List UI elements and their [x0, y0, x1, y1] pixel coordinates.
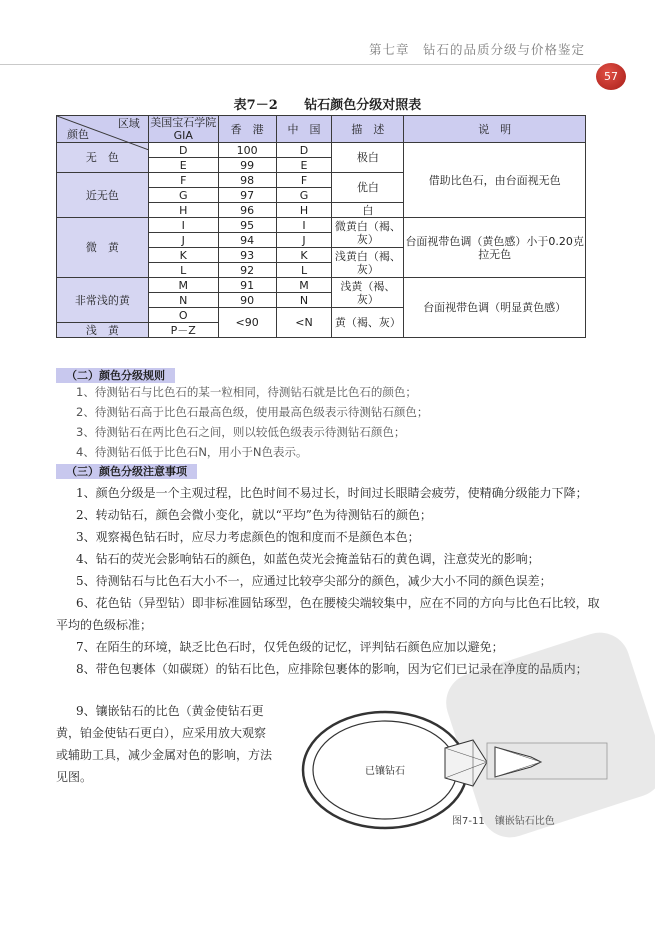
cell-hk: 96: [218, 203, 276, 218]
cell-hk: 93: [218, 248, 276, 263]
set-diamond: [445, 740, 487, 786]
group-label: 非常浅的黄: [57, 278, 149, 323]
rules-list: [56, 382, 608, 462]
list-item: 8、带色包裹体（如碳斑）的钻石比色，应排除包裹体的影响，因为它们已记录在净度的品质内；: [76, 662, 588, 676]
cell-hk: 99: [218, 158, 276, 173]
header-note: 说 明: [404, 116, 586, 143]
list-item: 6、花色钻（异型钻）即非标准圆钻琢型，色在腰棱尖端较集中，应在不同的方向与比色石比较，取平均的色级标准；: [56, 596, 600, 632]
list-item: 4、待测钻石低于比色石N，用小于N色表示。: [76, 445, 308, 459]
cell-hk: 90: [218, 293, 276, 308]
ring-label: 已镶钻石: [365, 766, 405, 777]
header-cn: 中 国: [276, 116, 332, 143]
section-title-rules: （二）颜色分级规则: [56, 368, 175, 383]
table-number: 表7－2: [233, 98, 278, 113]
cell-cn: J: [276, 233, 332, 248]
cell-note: 借助比色石，由台面视无色: [404, 143, 586, 218]
list-item: 7、在陌生的环境，缺乏比色石时，仅凭色级的记忆，评判钻石颜色应加以避免；: [76, 640, 504, 654]
table-header-row: [57, 116, 586, 143]
cell-cn: I: [276, 218, 332, 233]
cell-cn: F: [276, 173, 332, 188]
cell-gia: G: [148, 188, 218, 203]
cell-cn: H: [276, 203, 332, 218]
header-rule: [0, 64, 600, 65]
cell-desc: 黄（褐、灰）: [332, 308, 404, 338]
cell-gia: H: [148, 203, 218, 218]
cell-gia: I: [148, 218, 218, 233]
corner-top-label: 区域: [117, 117, 140, 130]
corner-bottom-label: 颜色: [67, 128, 89, 141]
list-item: 3、观察褐色钻石时，应尽力考虑颜色的饱和度而不是颜色本色；: [76, 530, 420, 544]
list-item: 2、待测钻石高于比色石最高色级，使用最高色级表示待测钻石颜色；: [76, 405, 429, 419]
group-label: 浅 黄: [57, 323, 149, 338]
ring-diagram: [295, 700, 625, 830]
group-label: 微 黄: [57, 218, 149, 278]
cell-gia: P－Z: [148, 323, 218, 338]
cell-gia: E: [148, 158, 218, 173]
cell-gia: F: [148, 173, 218, 188]
cell-cn: N: [276, 293, 332, 308]
cell-note: 台面视带色调（黄色感）小于0.20克拉无色: [404, 218, 586, 278]
list-item: 9、镶嵌钻石的比色（黄金使钻石更黄，铂金使钻石更白），应采用放大观察或辅助工具，减少金属对色的影响，方法见图。: [56, 704, 273, 784]
cell-cn: <N: [276, 308, 332, 338]
cell-cn: M: [276, 278, 332, 293]
cell-gia: M: [148, 278, 218, 293]
section-title-notes: （三）颜色分级注意事项: [56, 464, 197, 479]
list-item: 3、待测钻石在两比色石之间，则以较低色级表示待测钻石颜色；: [76, 425, 406, 439]
list-item: 5、待测钻石与比色石大小不一，应通过比较亭尖部分的颜色，减少大小不同的颜色误差；: [76, 574, 552, 588]
table-caption: 钻石颜色分级对照表: [304, 98, 422, 113]
group-label: 无 色: [57, 143, 149, 173]
cell-gia: D: [148, 143, 218, 158]
list-item: 2、转动钻石，颜色会微小变化，就以“平均”色为待测钻石的颜色；: [76, 508, 432, 522]
cell-cn: K: [276, 248, 332, 263]
header-desc: 描 述: [332, 116, 404, 143]
cell-gia: K: [148, 248, 218, 263]
header-gia: 美国宝石学院GIA: [150, 116, 217, 142]
cell-gia: L: [148, 263, 218, 278]
list-item: 1、颜色分级是一个主观过程，比色时间不易过长，时间过长眼睛会疲劳，使精确分级能力下降；: [76, 486, 588, 500]
cell-hk: <90: [218, 308, 276, 338]
cell-desc: 白: [332, 203, 404, 218]
cell-desc: 优白: [332, 173, 404, 203]
cell-hk: 91: [218, 278, 276, 293]
cell-note: 台面视带色调（明显黄色感）: [404, 278, 586, 338]
header-hk: 香 港: [218, 116, 276, 143]
table-title: [0, 94, 655, 113]
cell-hk: 98: [218, 173, 276, 188]
figure-caption: 图7-11 镶嵌钻石比色: [452, 816, 555, 827]
cell-cn: G: [276, 188, 332, 203]
chapter-header: 第七章 钻石的品质分级与价格鉴定: [368, 42, 585, 57]
cell-desc: 极白: [332, 143, 404, 173]
cell-hk: 97: [218, 188, 276, 203]
note-item-9: [56, 700, 276, 788]
cell-cn: E: [276, 158, 332, 173]
cell-desc: 浅黄（褐、灰）: [332, 278, 404, 308]
list-item: 4、钻石的荧光会影响钻石的颜色，如蓝色荧光会掩盖钻石的黄色调，注意荧光的影响；: [76, 552, 540, 566]
group-label: 近无色: [57, 173, 149, 218]
cell-desc: 微黄白（褐、灰）: [332, 218, 404, 248]
cell-cn: L: [276, 263, 332, 278]
cell-hk: 94: [218, 233, 276, 248]
cell-cn: D: [276, 143, 332, 158]
cell-gia: O: [148, 308, 218, 323]
table-row: [57, 218, 586, 233]
corner-header: [57, 116, 149, 143]
page-number-badge: 57: [596, 63, 626, 90]
cell-hk: 100: [218, 143, 276, 158]
list-item: 1、待测钻石与比色石的某一粒相同，待测钻石就是比色石的颜色；: [76, 385, 417, 399]
color-grade-table: [56, 115, 586, 338]
cell-gia: J: [148, 233, 218, 248]
cell-hk: 92: [218, 263, 276, 278]
cell-gia: N: [148, 293, 218, 308]
cell-desc: 浅黄白（褐、灰）: [332, 248, 404, 278]
table-row: [57, 278, 586, 293]
cell-hk: 95: [218, 218, 276, 233]
